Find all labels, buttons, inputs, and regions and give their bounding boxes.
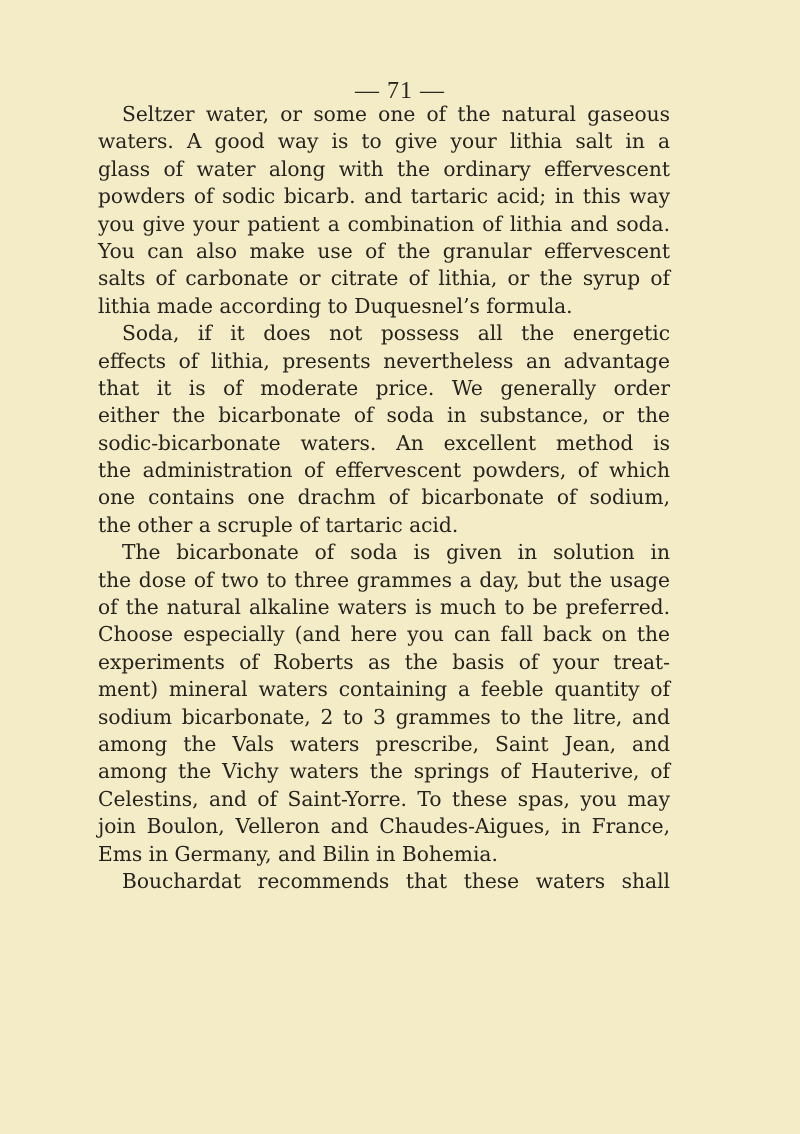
text-line: the other a scruple of tartaric acid. (98, 512, 459, 537)
text-line: sodic-bicarbonate waters. An excellent method is (98, 430, 670, 455)
text-line: The bicarbonate of soda is given in solution in (122, 540, 670, 565)
text-line: Soda, if it does not possess all the energetic (122, 321, 670, 346)
text-line: the dose of two to three grammes a day, but the usage (98, 567, 670, 592)
text-line: Choose especially (and here you can fall back on the (98, 622, 670, 647)
text-line: waters. A good way is to give your lithia salt in a (98, 129, 670, 154)
text-line: either the bicarbonate of soda in substance, or the (98, 403, 670, 428)
text-line: glass of water along with the ordinary effervescent (98, 156, 670, 181)
text-line: that it is of moderate price. We generally order (98, 375, 670, 400)
text-line: of the natural alkaline waters is much to be preferred. (98, 595, 670, 620)
body-text (98, 101, 670, 895)
text-line: among the Vichy waters the springs of Hauterive, of (98, 759, 670, 784)
text-line: effects of lithia, presents nevertheless an advantage (98, 348, 670, 373)
text-line: you give your patient a combination of lithia and soda. (98, 211, 670, 236)
text-line: one contains one drachm of bicarbonate of sodium, (98, 485, 670, 510)
text-line: join Boulon, Velleron and Chaudes-Aigues, in France, (98, 814, 670, 839)
text-line: experiments of Roberts as the basis of your treat- (98, 649, 670, 674)
text-line: Bouchardat recommends that these waters shall (122, 868, 670, 893)
text-line: Ems in Germany, and Bilin in Bohemia. (98, 841, 498, 866)
text-line: Celestins, and of Saint-Yorre. To these spas, you may (98, 786, 670, 811)
text-line: salts of carbonate or citrate of lithia, or the syrup of (98, 266, 670, 291)
text-line: sodium bicarbonate, 2 to 3 grammes to the litre, and (98, 704, 670, 729)
text-line: ment) mineral waters containing a feeble quantity of (98, 677, 670, 702)
text-line: Seltzer water, or some one of the natural gaseous (122, 102, 670, 126)
page-number: — 71 — (355, 78, 445, 104)
text-line: lithia made according to Duquesnel’s formula. (98, 293, 573, 318)
text-line: You can also make use of the granular effervescent (98, 238, 670, 263)
text-line: powders of sodic bicarb. and tartaric acid; in this way (98, 184, 670, 209)
text-line: the administration of effervescent powders, of which (98, 458, 670, 483)
text-line: among the Vals waters prescribe, Saint Jean, and (98, 731, 670, 756)
